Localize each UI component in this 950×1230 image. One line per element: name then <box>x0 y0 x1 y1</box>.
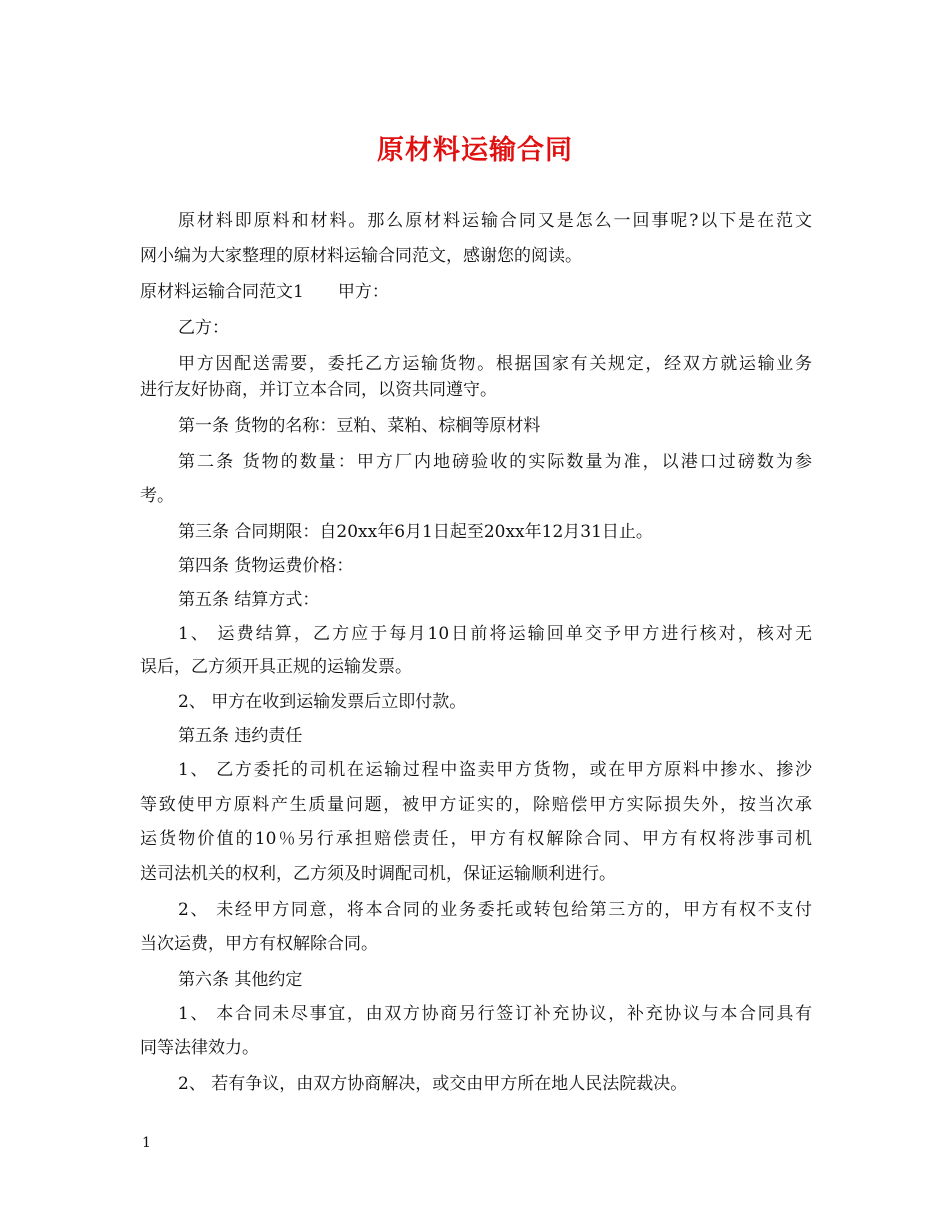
body-line-9: 考。 <box>140 486 174 506</box>
body-line-23: 第六条 其他约定 <box>178 970 303 990</box>
document-title: 原材料运输合同 <box>377 135 573 166</box>
body-line-22: 当次运费，甲方有权解除合同。 <box>140 934 378 954</box>
body-line-12: 第五条 结算方式： <box>178 590 320 610</box>
body-line-3: 原材料运输合同范文1 甲方： <box>140 282 389 302</box>
body-line-20: 送司法机关的权利，乙方须及时调配司机，保证运输顺利进行。 <box>140 864 616 884</box>
body-line-7: 第一条 货物的名称：豆粕、菜粕、棕榈等原材料 <box>178 416 541 436</box>
page-number: 1 <box>142 1135 151 1151</box>
body-line-2: 网小编为大家整理的原材料运输合同范文，感谢您的阅读。 <box>140 246 582 266</box>
body-line-4: 乙方： <box>178 318 229 338</box>
body-line-14: 误后，乙方须开具正规的运输发票。 <box>140 657 412 677</box>
body-line-15: 2、 甲方在收到运输发票后立即付款。 <box>178 692 467 712</box>
body-line-19: 运货物价值的10％另行承担赔偿责任，甲方有权解除合同、甲方有权将涉事司机 <box>140 829 812 849</box>
body-line-21: 2、 未经甲方同意，将本合同的业务委托或转包给第三方的，甲方有权不支付 <box>178 900 812 920</box>
body-line-18: 等致使甲方原料产生质量问题，被甲方证实的，除赔偿甲方实际损失外，按当次承 <box>140 795 812 815</box>
body-line-8: 第二条 货物的数量：甲方厂内地磅验收的实际数量为准，以港口过磅数为参 <box>178 452 812 472</box>
body-line-25: 同等法律效力。 <box>140 1038 259 1058</box>
body-line-26: 2、 若有争议，由双方协商解决，或交由甲方所在地人民法院裁决。 <box>178 1074 688 1094</box>
body-line-1: 原材料即原料和材料。那么原材料运输合同又是怎么一回事呢?以下是在范文 <box>178 211 812 231</box>
body-line-17: 1、 乙方委托的司机在运输过程中盗卖甲方货物，或在甲方原料中掺水、掺沙 <box>178 760 812 780</box>
body-line-24: 1、 本合同未尽事宜，由双方协商另行签订补充协议，补充协议与本合同具有 <box>178 1004 812 1024</box>
body-line-5: 甲方因配送需要，委托乙方运输货物。根据国家有关规定，经双方就运输业务 <box>178 354 812 374</box>
body-line-16: 第五条 违约责任 <box>178 726 303 746</box>
body-line-13: 1、 运费结算，乙方应于每月10日前将运输回单交予甲方进行核对，核对无 <box>178 624 812 644</box>
body-line-10: 第三条 合同期限：自20xx年6月1日起至20xx年12月31日止。 <box>178 522 653 542</box>
body-line-11: 第四条 货物运费价格： <box>178 556 354 576</box>
body-line-6: 进行友好协商，并订立本合同，以资共同遵守。 <box>140 380 497 400</box>
